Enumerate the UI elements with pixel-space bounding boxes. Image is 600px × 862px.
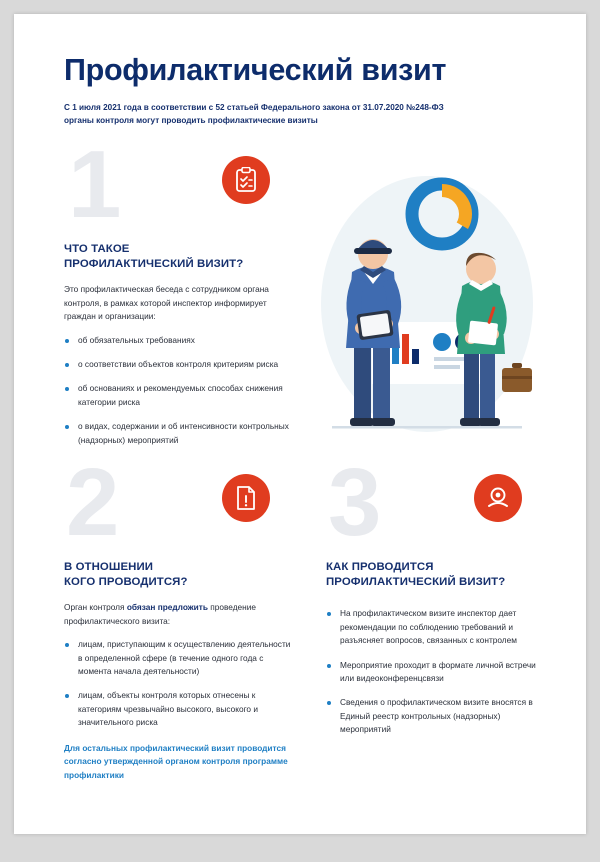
list-item: лицам, приступающим к осуществлению деятельности в определенной сфере (в течение одного года с момента начала деятельности) <box>64 638 296 678</box>
section-1-heading-line1: ЧТО ТАКОЕ <box>64 243 130 255</box>
section-1-heading <box>64 242 296 271</box>
page-content <box>64 54 536 794</box>
list-item: Сведения о профилактическом визите вносятся в Единый реестр контрольных (надзорных) мероприятий <box>326 696 536 736</box>
section-what-is <box>64 131 296 458</box>
list-item: лицам, объекты контроля которых отнесены к категориям чрезвычайно высокого, высокого и значительного риска <box>64 689 296 729</box>
section-3-bullets <box>326 607 536 737</box>
section-2-heading <box>64 560 296 589</box>
list-item: об основаниях и рекомендуемых способах снижения категории риска <box>64 382 296 409</box>
section-1-intro: Это профилактическая беседа с сотрудником органа контроля, в рамках которой инспектор информирует граждан и организации: <box>64 284 269 322</box>
list-item: Мероприятие проходит в формате личной встречи или видеоконференцсвязи <box>326 659 536 686</box>
section-number-3: 3 <box>328 449 378 556</box>
section-1-heading-line2: ПРОФИЛАКТИЧЕСКИЙ ВИЗИТ? <box>64 257 244 270</box>
section-1-bullets <box>64 334 296 448</box>
section-2-heading-line2: КОГО ПРОВОДИТСЯ? <box>64 575 188 588</box>
section-2-intro <box>64 601 296 628</box>
infographic-page <box>14 14 586 834</box>
section-3-heading-line1: КАК ПРОВОДИТСЯ <box>326 561 434 573</box>
section-3-heading-line2: ПРОФИЛАКТИЧЕСКИЙ ВИЗИТ? <box>326 575 506 588</box>
video-camera-icon <box>474 474 522 522</box>
section-2-note: Для остальных профилактический визит проводится согласно утвержденной органом контроля программе профилактики <box>64 742 288 780</box>
section-number-1: 1 <box>68 131 118 238</box>
document-alert-icon <box>222 474 270 522</box>
section-for-whom <box>64 449 296 782</box>
list-item: об обязательных требованиях <box>64 334 296 347</box>
section-how-conducted <box>326 449 536 748</box>
list-item: о соответствии объектов контроля критериям риска <box>64 358 296 371</box>
section-3-heading <box>326 560 536 589</box>
section-2-intro-strong: обязан предложить <box>126 602 208 613</box>
list-item: о видах, содержании и об интенсивности контрольных (надзорных) мероприятий <box>64 420 296 447</box>
page-title: Профилактический визит <box>64 53 447 87</box>
page-subtitle: С 1 июля 2021 года в соответствии с 52 статьей Федерального закона от 31.07.2020 №248-ФЗ органы контроля могут проводить профилактические визиты <box>64 103 444 125</box>
section-2-intro-pre: Орган контроля <box>64 602 127 613</box>
clipboard-check-icon <box>222 156 270 204</box>
section-2-heading-line1: В ОТНОШЕНИИ <box>64 561 154 573</box>
section-number-2: 2 <box>66 449 116 556</box>
list-item: На профилактическом визите инспектор дает рекомендации по соблюдению требований и разъясняет вопросов, связанных с контролем <box>326 607 536 647</box>
inspector-and-citizen-illustration <box>314 154 540 444</box>
section-2-intro-post: проведение профилактического визита: <box>64 602 256 626</box>
section-2-bullets <box>64 638 296 730</box>
